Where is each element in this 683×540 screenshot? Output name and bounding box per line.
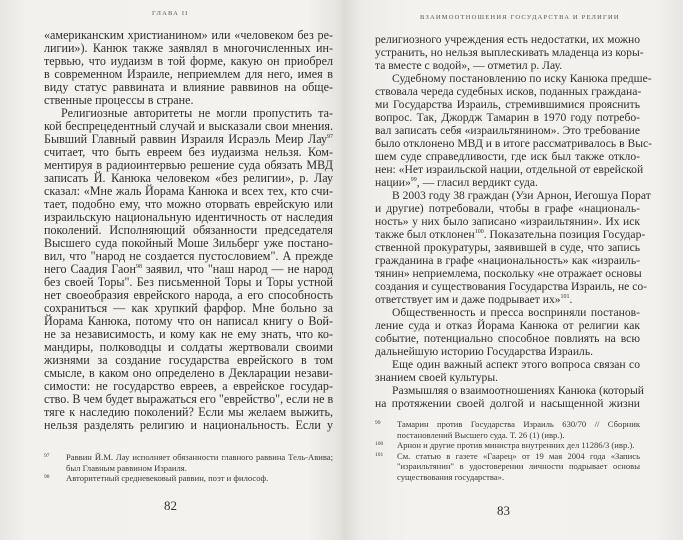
text-line: ми Государства Израиль, стремившимися прояснить	[375, 98, 640, 111]
text-line: ственной прокуратуры, заявившей в суде, что запись	[375, 241, 640, 254]
footnote	[375, 419, 640, 440]
text-line: ственные процессы в стране.	[44, 93, 194, 107]
text-line: создания и существования Государства Израиль, не со-	[375, 280, 648, 293]
text-line: Йорама Канюка, потому что он написал книгу о Вой-	[44, 314, 333, 328]
text-line: тяге к наследию поколений? Если мы желаем выжить,	[44, 405, 333, 419]
footnote	[44, 452, 333, 473]
text-line: считает, что быть евреем без иудаизма нельзя. Ком-	[44, 145, 333, 159]
text-line: Бывший Главный раввин Израиля Исраэль Меир Лау$^{97}$	[44, 132, 333, 146]
text-line: В 2003 году 38 граждан (Узи Арнон, Иегошуа Порат	[392, 189, 651, 202]
footnote-text: Арнон и другие против министра внутренних дел 11286/3 (ивр.).	[397, 440, 635, 450]
footnote-number: 100	[375, 441, 384, 447]
text-line: Общественность и пресса восприняли постанов-	[392, 306, 640, 319]
text-line: событие, потенциально способное повлиять на всю	[375, 332, 640, 345]
text-line: сохраниться — как хрупкий фарфор. Мне больно за	[44, 301, 333, 315]
page-body	[44, 29, 333, 432]
text-line: также был отклонен$^{100}$. Показательна позиция Государ-	[375, 228, 646, 241]
text-line: симости: не государство евреев, а еврейское государ-	[44, 379, 333, 393]
footnote-number: 98	[44, 474, 50, 480]
text-line: Еще один важный аспект этого вопроса связан со	[392, 358, 640, 371]
footnote-ref: 98	[135, 264, 142, 270]
text-line: тает, подобно ему, что можно оторвать еврейскую или	[44, 197, 333, 211]
footnote-ref: 99	[410, 177, 417, 183]
text-line: записать Й. Канюка человеком «без религии», р. Лау	[44, 171, 333, 185]
text-line: шем суде справедливости, где иск был также откло-	[375, 150, 640, 163]
footnote-text: Раввин Й.М. Лау исполняет обязанности главного раввина Тель-Авива; был Главным раввином Израиля.	[66, 452, 333, 473]
running-header: ГЛАВА II	[152, 10, 189, 17]
text-line: дальнейшую историю Государства Израиль.	[375, 345, 593, 358]
text-line: кой беспрецедентный случай и высказали свои мнения.	[44, 119, 333, 133]
text-line: не за независимость, и кому как не ему знать, что ко-	[44, 327, 333, 341]
text-line: нет своеобразия еврейского народа, а его способность	[44, 288, 333, 302]
text-line: знанием своей культуры.	[375, 371, 499, 384]
text-line: вопрос. Так, Джордж Тамарин в 1970 году потребо-	[375, 111, 640, 124]
text-line: «американским христианином» или «человеком без ре-	[44, 28, 333, 42]
text-line: израильскую национальную идентичность от наследия	[44, 210, 333, 224]
text-line: без своей Торы". Без письменной Торы и Торы устной	[44, 275, 333, 289]
running-header: ВЗАИМООТНОШЕНИЯ ГОСУДАРСТВА И РЕЛИГИИ	[420, 14, 620, 21]
text-line: тервью, что иудаизм в той форме, какую он приобрел	[44, 54, 333, 68]
text-line: было отклонено МВД и в итоге рассматривалось в Выс-	[375, 137, 653, 150]
text-line: нельзя разделять религию и национальность. Если у	[44, 418, 333, 432]
text-line: нации»$^{99}$, — гласил вердикт суда.	[375, 176, 538, 189]
text-line: него Саадия Гаон$^{98}$ заявил, что "наш народ — не народ	[44, 262, 333, 276]
page-number: 83	[497, 503, 510, 518]
text-line: ответствует им и даже подрывает их»$^{101}$.	[375, 293, 573, 306]
footnote	[375, 451, 640, 483]
footnote	[375, 440, 640, 451]
text-line: Религиозные авторитеты не могли пропустить та-	[61, 106, 333, 120]
text-line: вил, что "народ не создается пустословием". А прежде	[44, 249, 333, 263]
text-line: нен: «Нет израильской нации, отдельной от еврейской	[375, 163, 644, 176]
text-line: тянин» неприемлема, поскольку «не отражает основы	[375, 267, 642, 280]
text-line: религиозного учреждения есть недостатки, их можно	[375, 33, 640, 46]
footnote	[44, 473, 333, 484]
footnote-ref: 100	[474, 229, 484, 235]
text-line: и другие) потребовали, чтобы в графе «националь-	[375, 202, 640, 215]
text-line: жизнями за создание государства еврейского в том	[44, 353, 333, 367]
text-line: смысле, в каком оно определено в Декларации незави-	[44, 366, 333, 380]
text-line: лигии»). Канюк также заявлял в многочисленных ин-	[44, 41, 333, 55]
footnotes	[375, 419, 640, 482]
page-number: 82	[164, 498, 177, 513]
text-line: Размышляя о взаимоотношениях Канюка (который	[392, 384, 645, 397]
footnote-text: Авторитетный средневековый раввин, поэт и философ.	[66, 473, 269, 483]
text-line: ность» у них было записано «израильтянин». Их иск	[375, 215, 640, 228]
text-line: мандиры, полководцы и солдаты жертвовали своими	[44, 340, 333, 354]
footnote-ref: 101	[560, 294, 570, 300]
footnote-ref: 97	[327, 134, 333, 140]
text-line: ментируя в радиоинтервью решение суда обязать МВД	[44, 158, 333, 172]
text-line: та вместе с водой», — отметил р. Лау.	[375, 59, 563, 72]
footnotes	[44, 452, 333, 484]
text-line: гражданина в графе «национальность» как «израиль-	[375, 254, 640, 267]
text-line: виду статус раввината и влияние раввинов на обще-	[44, 80, 333, 94]
text-line: сказал: «Мне жаль Йорама Канюка и всех тех, кто счи-	[44, 184, 333, 198]
footnote-number: 97	[44, 453, 50, 459]
text-line: ство. В чем будет выражаться его "еврейство", если не в	[44, 392, 334, 406]
footnote-number: 99	[375, 420, 381, 426]
footnote-text: Тамарин против Государства Израиль 630/70 // Сборник постановлений Высшего суда. Т. 26 (1) (ивр.).	[397, 419, 640, 440]
footnote-number: 101	[375, 451, 384, 458]
text-line: на протяжении своей долгой и насыщенной жизни	[375, 397, 640, 410]
page-body	[375, 33, 653, 410]
text-line: ствовала череда судебных исков, поданных граждана-	[375, 85, 642, 98]
text-line: в современном Израиле, неприемлем для него, имея в	[44, 67, 333, 81]
text-line: вал записать себя «израильтянином». Это требование	[375, 124, 640, 137]
text-line: Высшего суда покойный Моше Зильберг уже постано-	[44, 236, 333, 250]
text-line: поколений. Исполняющий обязанности председателя	[44, 223, 333, 237]
text-line: устранить, но нельзя выплескивать младенца из коры-	[375, 46, 644, 59]
text-line: Судебному постановлению по иску Канюка предше-	[392, 72, 652, 85]
text-line: ление суда и отказ Йорама Канюка от религии как	[375, 319, 640, 332]
footnote-text: См. статью в газете «Гаарец» от 19 мая 2004 года «Запись "израильтянин" в удостоверении личности подрывает основы существования государства».	[397, 450, 640, 482]
